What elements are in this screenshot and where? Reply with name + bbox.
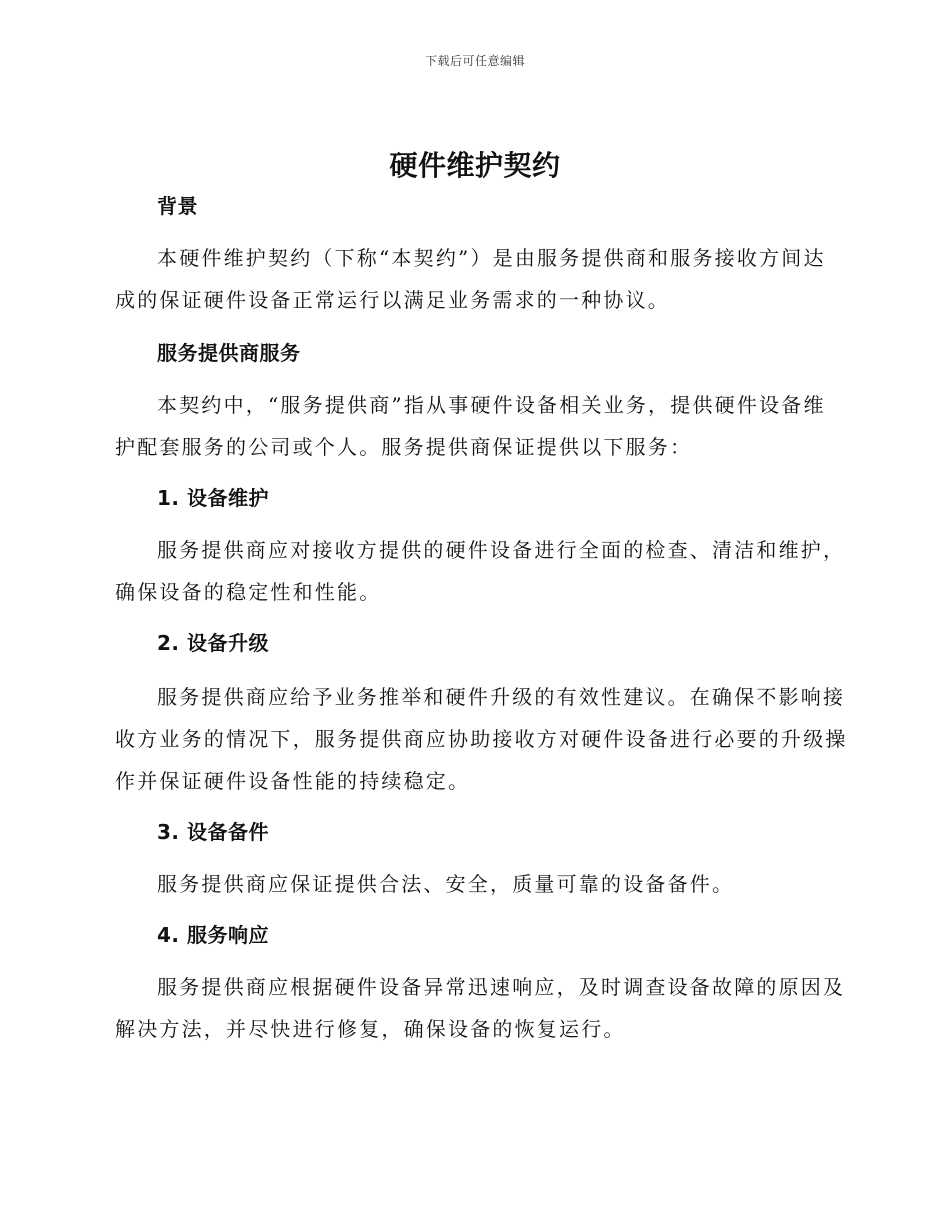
paragraph-line: 作并保证硬件设备性能的持续稳定。 xyxy=(115,769,471,793)
paragraph-line: 成的保证硬件设备正常运行以满足业务需求的一种协议。 xyxy=(115,288,670,312)
section-paragraph-background xyxy=(115,237,831,321)
section-heading-equipment-maintenance: 1. 设备维护 xyxy=(157,486,269,510)
section-heading-provider-services: 服务提供商服务 xyxy=(157,341,301,365)
paragraph-line: 解决方法，并尽快进行修复，确保设备的恢复运行。 xyxy=(115,1017,626,1041)
paragraph-line: 本硬件维护契约（下称“本契约”）是由服务提供商和服务接收方间达 xyxy=(157,246,826,270)
section-heading-background: 背景 xyxy=(157,194,198,218)
paragraph-line: 护配套服务的公司或个人。服务提供商保证提供以下服务： xyxy=(115,435,693,459)
section-paragraph-spare-parts xyxy=(115,863,831,905)
paragraph-line: 服务提供商应保证提供合法、安全，质量可靠的设备备件。 xyxy=(157,872,735,896)
section-heading-spare-parts: 3. 设备备件 xyxy=(157,820,269,844)
section-paragraph-equipment-maintenance xyxy=(115,529,846,613)
section-paragraph-equipment-upgrade xyxy=(115,676,848,802)
document-title: 硬件维护契约 xyxy=(389,149,561,182)
section-paragraph-provider-services xyxy=(115,384,831,468)
section-paragraph-service-response xyxy=(115,966,846,1050)
paragraph-line: 服务提供商应对接收方提供的硬件设备进行全面的检查、清洁和维护， xyxy=(157,538,846,562)
paragraph-line: 本契约中，“服务提供商”指从事硬件设备相关业务，提供硬件设备维 xyxy=(157,393,826,417)
header-note: 下载后可任意编辑 xyxy=(424,54,525,68)
section-heading-service-response: 4. 服务响应 xyxy=(157,923,269,947)
section-heading-equipment-upgrade: 2. 设备升级 xyxy=(157,631,269,655)
paragraph-line: 服务提供商应根据硬件设备异常迅速响应，及时调查设备故障的原因及 xyxy=(157,975,846,999)
paragraph-line: 确保设备的稳定性和性能。 xyxy=(115,580,382,604)
paragraph-line: 收方业务的情况下，服务提供商应协助接收方对硬件设备进行必要的升级操 xyxy=(115,727,848,751)
paragraph-line: 服务提供商应给予业务推举和硬件升级的有效性建议。在确保不影响接 xyxy=(157,685,846,709)
